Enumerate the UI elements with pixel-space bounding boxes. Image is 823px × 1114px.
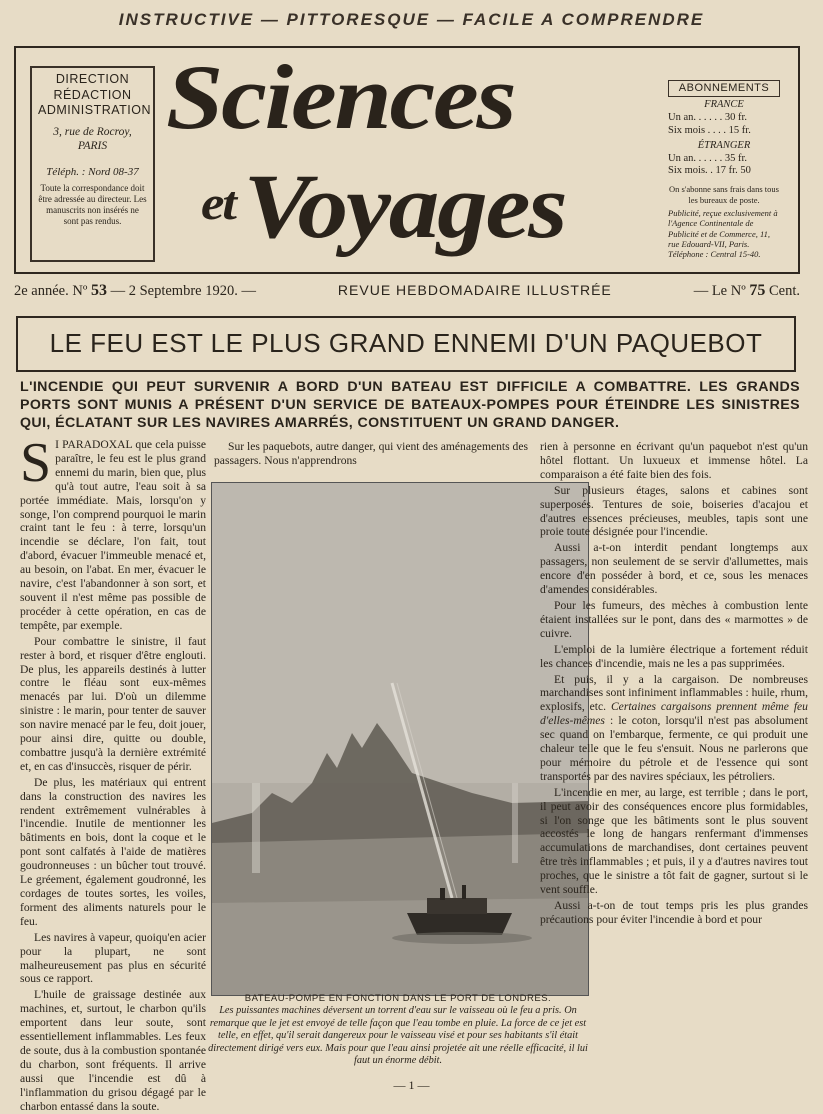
paragraph: Sur les paquebots, autre danger, qui vient des aménagements des passagers. Nous n'apprendrons — [214, 440, 528, 467]
paragraph — [20, 432, 206, 633]
issue-line — [14, 282, 800, 300]
fireboat-photo — [211, 482, 589, 996]
price-value: 75 — [749, 282, 766, 299]
column-1 — [20, 432, 206, 1113]
paragraph: Sur plusieurs étages, salons et cabines sont superposés. Tentures de soie, boiseries d'acajou et d'autres essences précieuses, meubles, tapis sont une proie toute désignée pour l'incendie. — [540, 483, 808, 539]
correspondence-note: Toute la correspondance doit être adressée au directeur. Les manuscrits non insérés ne sont pas rendus. — [38, 183, 147, 226]
paragraph-text: I PARADOXAL que cela puisse paraître, le feu est le plus grand ennemi du marin, bien que, plus qu'à tout autre, l'eau soit à sa portée immédiate. Mais, lorsqu'on y songe, l'on comprend pourquoi le marin craint tant le feu : à terre, lorsqu'un incendie se déclare, l'on fait, tout d'abord, évacuer l'immeuble menacé et, au besoin, on l'abat. En mer, évacuer le navire, c'est l'abandonner à son sort, et souvent il n'est même pas possible de procéder à cette opération, en cas de tempête, par exemple. — [20, 438, 206, 632]
subscriptions-box — [664, 76, 784, 266]
etranger-year-price: Un an. . . . . . 35 fr. — [668, 152, 748, 164]
caption-body: Les puissantes machines déversent un torrent d'eau sur le vaisseau où le feu a pris. On remarque que le jet est envoyé de telle façon que l'eau tombe en pluie. La force de ce jet est telle, en effet, qu'il serait dangereux pour le vaisseau visé et pour ses habitants s'il était directement dirigé vers eux. Mais pour que l'eau ainsi projetée ait une réelle efficacité, il lui faut un énorme débit. — [208, 1005, 588, 1067]
logo-et: et — [201, 177, 235, 230]
paragraph: Pour combattre le sinistre, il faut rester à bord, et risquer d'être englouti. De plus, les appareils destinés à lutter contre le fléau sont eux-mêmes menacés par lui. D'où un dilemme sinistre : le marin, pour tenter de sauver son navire menacé par le feu, doit jouer, pour ainsi dire, quitte ou double, combattre jusqu'à la dernière extrémité et, en cas d'insuccès, risquer de périr. — [20, 634, 206, 773]
paragraph: Les navires à vapeur, quoiqu'en acier pour la plupart, ne sont malheureusement pas plus en sécurité sous ce rapport. — [20, 930, 206, 986]
page-number: — 1 — — [393, 1078, 430, 1092]
etranger-label: ÉTRANGER — [697, 139, 751, 151]
drop-cap: S — [20, 432, 52, 494]
subscriptions-header: ABONNEMENTS — [668, 80, 780, 97]
paragraph: Pour les fumeurs, des mèches à combustion lente étaient installées sur le pont, dans des « marmottes » de cuivre. — [540, 598, 808, 640]
issue-year: 2e année. Nº — [14, 283, 88, 299]
paragraph: Aussi a-t-on interdit pendant longtemps aux passagers, non seulement de se servir d'allumettes, mais encore d'en posséder à bord, et ce, sous les menaces d'amendes considérables. — [540, 541, 808, 597]
article-title: LE FEU EST LE PLUS GRAND ENNEMI D'UN PAQUEBOT — [16, 316, 796, 372]
paragraph: De plus, les matériaux qui entrent dans la construction des navires les rendent extrêmement vulnérables à l'incendie. Inutile de mentionner les bâtiments en bois, dont la coque et le pont sont calfatés à l'aide de matières goudronneuses : un bûcher tout trouvé. Le gréement, également goudronné, les cordages de toutes sortes, les voiles, forment des aliments naturels pour le feu. — [20, 775, 206, 928]
revue-label: REVUE HEBDOMADAIRE ILLUSTRÉE — [337, 282, 612, 298]
paragraph: L'huile de graissage destinée aux machines, et, surtout, le charbon qu'ils emportent dans leur soute, sont essentiellement inflammables. Les feux de soute, dus à la combustion spontanée du charbon, sont fréquents. Il arrive aussi que l'incendie est dû à l'inflammation du grisou dégagé par le charbon entassé dans la soute. — [20, 988, 206, 1113]
caption-title: BATEAU-POMPE EN FONCTION DANS LE PORT DE LONDRES. — [244, 993, 552, 1004]
publicity-note: Publicité, reçue exclusivement à l'Agence Continentale de Publicité et de Commerce, 11, rue Edouard-VII, Paris. Téléphone : Central 15-40. — [668, 207, 778, 260]
issue-no: 53 — [90, 282, 107, 299]
france-six-months-price: Six mois . . . . 15 fr. — [668, 125, 751, 136]
italic-text: Certaines cargaisons prennent même feu d'elles-mêmes — [540, 700, 808, 728]
etranger-six-months-price: Six mois. . 17 fr. 50 — [668, 165, 751, 177]
paragraph: rien à personne en écrivant qu'un paquebot n'est qu'un hôtel flottant. Un luxueux et immense hôtel. La comparaison a été faite bien des fois. — [540, 440, 808, 481]
administration-label: ADMINISTRATION — [38, 103, 152, 118]
redaction-label: RÉDACTION — [53, 87, 132, 102]
subscription-note: On s'abonne sans frais dans tous les bureaux de poste. — [669, 184, 779, 205]
column-2-top — [214, 440, 528, 474]
paragraph — [540, 673, 808, 784]
price-unit: Cent. — [768, 283, 800, 299]
masthead — [14, 46, 800, 274]
logo-et-voyages — [201, 153, 565, 259]
paragraph: Aussi a-t-on de tout temps pris les plus grandes précautions pour éviter l'incendie à bord et pour — [540, 899, 808, 926]
photo-caption — [200, 993, 596, 1067]
issue-number — [14, 282, 256, 300]
tagline: INSTRUCTIVE — PITTORESQUE — FACILE A COMPRENDRE — [118, 10, 705, 29]
office-phone: Téléph. : Nord 08-37 — [46, 165, 139, 178]
paragraph: L'emploi de la lumière électrique a fortement réduit les chances d'incendie, mais ne les a pas supprimées. — [540, 642, 808, 670]
logo-sciences: Sciences — [166, 46, 515, 148]
fireboat-illustration — [212, 483, 588, 995]
france-label: FRANCE — [704, 99, 744, 111]
paragraph-text: Et puis, il y a la cargaison. De nombreuses marchandises sont infiniment inflammables : huile, rhum, explosifs, etc. — [540, 672, 808, 714]
paragraph-text: : le coton, lorsqu'il n'est pas absolument sec quand on l'embarque, fermente, ce qui produit une chaleur telle que le feu s'ensuit. Nous ne parlerons que pour mémoire du pétrole et de l'essence qui sont transportés par des navires spéciaux, les pétroliers. — [540, 714, 808, 783]
france-year-price: Un an. . . . . . 30 fr. — [668, 112, 748, 124]
logo-voyages: Voyages — [243, 155, 566, 257]
office-address: 3, rue de Rocroy, PARIS — [53, 125, 132, 153]
direction-label: DIRECTION — [55, 72, 130, 86]
article-lead: L'INCENDIE QUI PEUT SURVENIR A BORD D'UN BATEAU EST DIFFICILE A COMBATTRE. LES GRANDS PORTS SONT MUNIS A PRÉSENT D'UN SERVICE DE BATEAUX-POMPES POUR ÉTEINDRE LES SINISTRES QUI, ÉCLATANT SUR LES NAVIRES AMARRÉS, CONSTITUENT UN GRAND DANGER. — [20, 379, 800, 431]
price-label: — Le Nº — [693, 283, 746, 299]
paragraph: L'incendie en mer, au large, est terrible ; dans le port, il peut avoir des conséquences encore plus formidables, si l'on songe que les bâtiments sont le plus souvent accostés le long de hangars renfermant d'immenses accumulations de marchandises, dont certaines peuvent être très inflammables ; et puis, il y a d'autres navires tout proches, que le sinistre a tôt fait de gagner, surtout si le vent souffle. — [540, 785, 808, 897]
issue-date: — 2 Septembre 1920. — — [110, 283, 256, 299]
issue-price — [694, 282, 800, 300]
column-3 — [540, 440, 808, 1040]
editorial-office-box — [30, 66, 155, 262]
